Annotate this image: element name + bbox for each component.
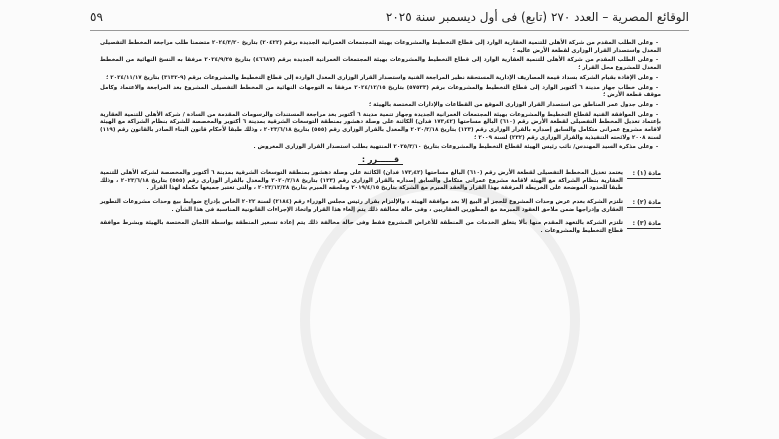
article-1 — [100, 170, 661, 193]
header-rule — [90, 30, 689, 31]
bullet-dash-icon: - — [655, 57, 659, 64]
preamble-paragraph: -وعلى مذكرة السيد المهندس/ نائب رئيس الهيئة لقطاع التخطيط والمشروعات بتاريخ ٢٠٢٥/٣/١٠ المنتهية بطلب استصدار القرار الوزارى المعروض . — [100, 144, 661, 152]
preamble-paragraph: -وعلى الطلب المقدم من شركة الأهلى للتنمية العقارية الوارد إلى قطاع التخطيط والمشروعات بهيئة المجتمعات العمرانية الجديدة برقم (٢٠٤٢٢) بتاريخ ٢٠٢٤/٣/٢٠ متضمنا طلب مراجعة المخطط التفصيلى المعدل واستصدار القرار الوزارى لقطعة الأرض عاليه ؛ — [100, 40, 661, 54]
preamble-paragraph: -وعلى خطاب جهاز مدينة ٦ أكتوبر الوارد إلى قطاع التخطيط والمشروعات برقم (٥٧٥٣٣) بتاريخ ٢٠٢٤/١٢/١٥ مرفقا به التوجهات النهائية من المخطط التفصيلى المشروع بعد المراجعة والاعتماد وكامل موقف قطعة الأرض ؛ — [100, 84, 661, 99]
page-number: ٥٩ — [90, 10, 103, 24]
bullet-dash-icon: - — [655, 40, 659, 46]
article-label: مادة (٣) : — [627, 220, 661, 229]
preamble-paragraph: -وعلى الإفادة بقيام الشركة بسداد قيمة المصاريف الإدارية المستحقة نظير المراجعة الفنية واستصدار القرار الوزارى المعدل الواردة إلى قطاع التخطيط والمشروعات برقم (٩-٣١٣٢) بتاريخ ٢٠٢٤/١١/١٧ ؛ — [100, 75, 661, 83]
bullet-dash-icon: - — [655, 84, 659, 91]
preamble-paragraph: -وعلى الموافقة الفنية لقطاع التخطيط والمشروعات بهيئة المجتمعات العمرانية الجديدة وجهاز تنمية مدينة ٦ أكتوبر بعد مراجعة المستندات والرسومات المقدمة من السادة / شركة الأهلى للتنمية العقارية بإعتماد تعديل المخطط التفصيلى لقطعة الأرض رقم (٦١٠) البالغ مساحتها (١٧٣٫٤٢ فدان) الكائنة على وصلة دهشور بمنطقة التوسعات الشرقية بمدينة ٦ أكتوبر والمخصصة للشركة بنظام الشراكة مع الهيئة لاقامة مشروع عمرانى متكامل والسابق إصداره بالقرار الوزارى رقم (١٢٣) بتاريخ ٢٠٢٠/٢/١٨ والمعدل بالقرار الوزارى رقم (٥٥٥) بتاريخ ٢٠٢٣/٦/١٨ ، وذلك طبقا لأحكام قانون البناء الصادر بالقانون رقم (١١٩) لسنة ٢٠٠٨ ولائحته التنفيذية والقرار الوزارى رقم (٢٣٢) لسنة ٢٠٠٩ ؛ — [100, 111, 661, 141]
document-body — [100, 40, 661, 433]
article-2 — [100, 199, 661, 214]
preamble-paragraph: -وعلى جدول عمر المناطق من استصدار القرار الوزارى الموقع من القطاعات والإدارات المختصة بالهيئة ؛ — [100, 102, 661, 110]
bullet-dash-icon: - — [655, 101, 659, 108]
preamble-paragraph: -وعلى الطلب المقدم من شركة الأهلى للتنمية العقارية الوارد إلى قطاع التخطيط والمشروعات بهيئة المجتمعات العمرانية الجديدة برقم (٤٦٦٨٧) بتاريخ ٢٠٢٤/٩/٢٥ مرفقا به النسخ النهائية من المخطط المعدل للمشروع محل القرار ؛ — [100, 57, 661, 72]
bullet-dash-icon: - — [655, 74, 659, 81]
bullet-dash-icon: - — [655, 144, 659, 151]
gazette-title: الوقائع المصرية – العدد ٢٧٠ (تابع) فى أول ديسمبر سنة ٢٠٢٥ — [385, 10, 689, 24]
page-header — [90, 6, 689, 28]
article-text: تلتزم الشركة بالتعهد المقدم منها بألا يتعلق الخدمات من المنطقة للأغراض المشروع فقط وفى حالة مخالفة ذلك يتم إعادة تسعير المنطقة بواسطة اللجان المختصة بالهيئة وبشرط موافقة قطاع التخطيط والمشروعات . — [100, 220, 623, 235]
article-text: يعتمد تعديل المخطط التفصيلى لقطعة الأرض رقم (٦١٠) البالغ مساحتها (١٧٣٫٤٢ فدان) الكائنة على وصلة دهشور بمنطقة التوسعات الشرقية بمدينة ٦ أكتوبر والمخصصة لشركة الأهلى للتنمية العقارية بنظام الشراكة مع الهيئة لاقامة مشروع عمرانى متكامل والسابق إصداره بالقرار الوزارى رقم (١٢٣) بتاريخ ٢٠٢٠/٢/١٨ والمعدل بالقرار الوزارى رقم (٥٥٥) بتاريخ ٢٠٢٣/٦/١٨ ، وذلك طبقا للحدود الموضحة على الخريطة المرفقة بهذا القرار والعقد المبرم مع الشركة بتاريخ ٢٠١٩/٤/١٥ وملحقه المبرم بتاريخ ٢٠٢٣/١٢/٢٨ ، والتى تعتبر جميعها مكملة لهذا القرار . — [100, 169, 623, 192]
decision-heading: قــــــرر : — [100, 156, 661, 164]
bullet-dash-icon: - — [655, 111, 659, 118]
article-text: تلتزم الشركة بعدم عرض وحدات المشروع للحجز أو البيع إلا بعد موافقة الهيئة ، والإلتزام بقرار رئيس مجلس الوزراء رقم (٢١٨٤) لسنة ٢٠٢٢ الخاص بإدراج ضوابط بيع وحدات مشروعات التطوير العقارى وإدراجها ضمن ملاحق العقود المبرمة مع المطورين العقاريين ، وفى حالة مخالفة ذلك يتم إلغاء هذا القرار واتخاذ الإجراءات القانونية المناسبة فى هذا الشأن . — [100, 198, 623, 213]
article-label: مادة (١) : — [627, 170, 661, 179]
article-3 — [100, 220, 661, 235]
article-label: مادة (٢) : — [627, 199, 661, 208]
